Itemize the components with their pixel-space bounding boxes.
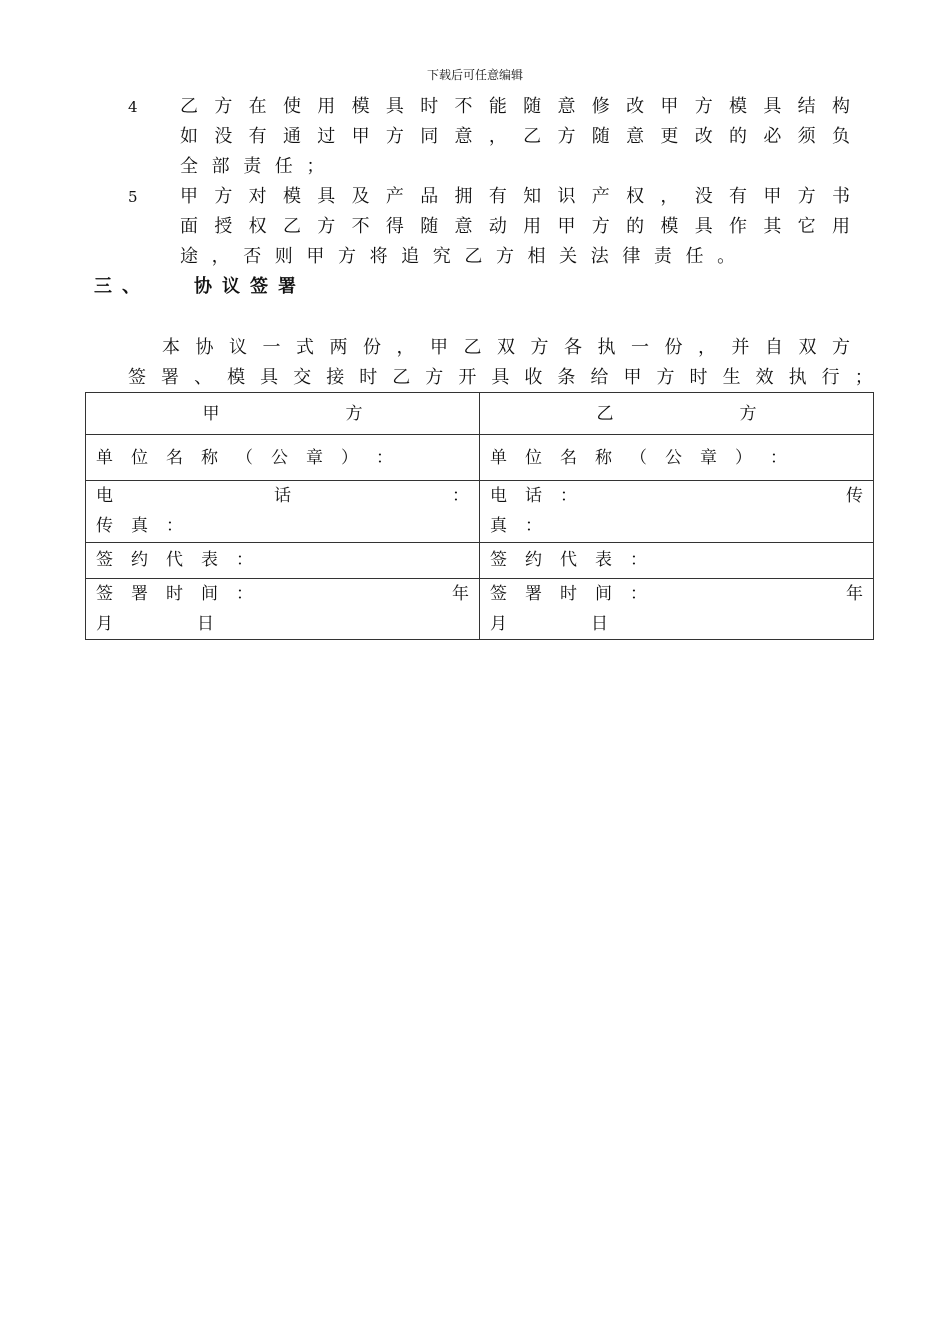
fax-char: 真	[490, 516, 507, 536]
cell-char: ：	[630, 550, 647, 570]
paragraph-char: 份	[363, 337, 381, 358]
cell-char: 位	[131, 448, 148, 468]
clause-char: 有	[488, 186, 507, 207]
paragraph-char: 给	[590, 367, 609, 388]
cell-char: 代	[560, 550, 577, 570]
clause-char: 通	[282, 126, 301, 147]
paragraph-char: 生	[722, 367, 741, 388]
party-b-sign-time	[480, 579, 874, 640]
paragraph-char: 甲	[623, 367, 642, 388]
cell-char: 单	[96, 448, 113, 468]
clause-char: 全	[180, 156, 198, 177]
paragraph-char: 方	[656, 367, 675, 388]
clause-char: 甲	[763, 186, 782, 207]
phone-char: 电	[96, 486, 113, 506]
cell-char: ：	[166, 516, 183, 536]
cell-char: （	[236, 448, 253, 468]
clause-char: 使	[282, 96, 301, 117]
paragraph-char: 一	[631, 337, 649, 358]
clause-char: 意	[454, 216, 473, 237]
sign-time-char: 时	[560, 584, 577, 604]
clause-char: 的	[729, 126, 747, 147]
clause-char: 改	[626, 96, 645, 117]
sign-time-char: 间	[595, 584, 612, 604]
clause-char: 法	[590, 246, 609, 267]
paragraph-char: 两	[329, 337, 348, 358]
party-b-representative	[480, 543, 874, 579]
paragraph-char: 具	[491, 367, 510, 388]
clause-char: 追	[401, 246, 420, 267]
clause-char: 方	[591, 216, 610, 237]
clause-char: 模	[660, 216, 679, 237]
sign-time-char: 署	[131, 584, 148, 604]
paragraph-char: 交	[293, 367, 312, 388]
clause-char: 甲	[660, 96, 679, 117]
clause-char: 产	[385, 186, 404, 207]
clause-char: 任	[685, 246, 704, 267]
cell-char: 公	[271, 448, 288, 468]
party-b-char: 方	[739, 404, 757, 424]
clause-char: 面	[180, 216, 198, 237]
month-label: 月	[490, 614, 507, 634]
clause-char: 关	[559, 246, 578, 267]
clause-char: 的	[626, 216, 645, 237]
cell-char: 称	[201, 448, 218, 468]
clause-char: 授	[214, 216, 233, 237]
clause-char: 方	[337, 246, 356, 267]
clause-char: 意	[454, 126, 473, 147]
phone-label	[490, 481, 595, 511]
paragraph-char: 乙	[392, 367, 411, 388]
clause-char: 改	[694, 126, 713, 147]
paragraph-char: 执	[597, 337, 616, 358]
paragraph-char: 自	[765, 337, 783, 358]
clause-char: ，	[660, 186, 679, 207]
clause-char: 得	[385, 216, 404, 237]
agreement-paragraph-line-1	[162, 333, 850, 363]
paragraph-char: 条	[557, 367, 576, 388]
month-label: 月	[96, 614, 113, 634]
clause-char: 责	[243, 156, 262, 177]
clause-char: 结	[797, 96, 816, 117]
clause-char: 部	[211, 156, 230, 177]
paragraph-char: 行	[821, 367, 840, 388]
clause-char: 方	[495, 246, 514, 267]
clause-char: 乙	[180, 96, 198, 117]
clause-char: 不	[351, 216, 370, 237]
paragraph-char: 执	[788, 367, 807, 388]
clause-char: ；	[306, 156, 325, 177]
cell-char: 真	[131, 516, 148, 536]
sign-time-char: 签	[96, 584, 113, 604]
clause-char: 模	[351, 96, 370, 117]
clause-char: 乙	[464, 246, 483, 267]
paragraph-char: 模	[227, 367, 246, 388]
year-label: 年	[452, 584, 469, 604]
clause-char: 修	[591, 96, 610, 117]
clause-char: 究	[432, 246, 451, 267]
cell-char: 位	[525, 448, 542, 468]
party-b-header	[480, 393, 874, 435]
clause-char: 甲	[180, 186, 198, 207]
phone-char: ：	[560, 486, 577, 506]
clause-char: 没	[214, 126, 233, 147]
party-b-char: 乙	[596, 404, 614, 424]
paragraph-char: ；	[854, 367, 873, 388]
cell-char: ：	[236, 550, 253, 570]
day-label: 日	[591, 614, 608, 634]
paragraph-char: 具	[260, 367, 279, 388]
clause-char: 品	[420, 186, 439, 207]
cell-char: 名	[560, 448, 577, 468]
party-b-unit-name	[480, 435, 874, 481]
sign-time-char: ：	[630, 584, 647, 604]
signature-table	[85, 392, 874, 640]
party-a-unit-name	[86, 435, 480, 481]
clause-char: 途	[180, 246, 198, 267]
clause-char: 能	[488, 96, 507, 117]
party-a-phone-fax	[86, 481, 480, 543]
clause-char: 动	[488, 216, 507, 237]
sign-time-char: 时	[166, 584, 183, 604]
clause-char: 及	[351, 186, 370, 207]
clause-char: 用	[831, 216, 850, 237]
clause-char: 具	[385, 96, 404, 117]
clause-char: 对	[248, 186, 267, 207]
clause-char: 任	[274, 156, 293, 177]
paragraph-char: 签	[128, 367, 146, 388]
clause-char: 不	[454, 96, 473, 117]
clause-char: 构	[831, 96, 850, 117]
clause-char: 甲	[306, 246, 325, 267]
party-a-char: 甲	[202, 404, 220, 424]
clause-char: 须	[797, 126, 816, 147]
clause-char: 没	[694, 186, 713, 207]
clause-char: 随	[420, 216, 439, 237]
clause-char: 方	[214, 96, 233, 117]
clause-char: 方	[797, 186, 816, 207]
cell-char: 名	[166, 448, 183, 468]
cell-char: 表	[595, 550, 612, 570]
paragraph-char: 协	[195, 337, 214, 358]
clause-char: 具	[763, 96, 782, 117]
paragraph-char: 接	[326, 367, 345, 388]
clause-char: 权	[248, 216, 267, 237]
clause-number: 4	[128, 98, 138, 116]
clause-line	[180, 92, 850, 122]
clause-char: 。	[717, 246, 736, 267]
cell-char: 表	[201, 550, 218, 570]
paragraph-char: 双	[798, 337, 817, 358]
clause-char: 甲	[351, 126, 370, 147]
fax-char: 传	[846, 486, 863, 506]
clause-char: ，	[488, 126, 507, 147]
clause-line	[180, 152, 850, 182]
clause-line	[180, 182, 850, 212]
paragraph-char: 甲	[430, 337, 448, 358]
cell-char: 签	[96, 550, 113, 570]
paragraph-char: 方	[832, 337, 850, 358]
party-b-phone-fax	[480, 481, 874, 543]
cell-char: 约	[525, 550, 542, 570]
clause-char: 方	[557, 126, 576, 147]
cell-char: 传	[96, 516, 113, 536]
clause-char: 则	[274, 246, 293, 267]
clause-char: 方	[385, 126, 404, 147]
clause-char: 用	[317, 96, 336, 117]
clause-char: 相	[527, 246, 546, 267]
paragraph-char: 各	[564, 337, 582, 358]
clause-char: 其	[763, 216, 782, 237]
clause-line	[180, 122, 850, 152]
clause-char: 产	[591, 186, 610, 207]
clause-char: 识	[557, 186, 576, 207]
paragraph-char: 一	[262, 337, 281, 358]
paragraph-char: 方	[425, 367, 444, 388]
clause-char: 具	[694, 216, 713, 237]
clause-char: 否	[243, 246, 262, 267]
fax-char: ：	[525, 516, 542, 536]
cell-char: 签	[490, 550, 507, 570]
cell-char: ）	[735, 448, 752, 468]
clause-char: 拥	[454, 186, 473, 207]
day-label: 日	[197, 614, 214, 634]
clause-line	[180, 242, 850, 272]
cell-char: 代	[166, 550, 183, 570]
clause-char: 模	[282, 186, 301, 207]
party-a-char: 方	[345, 404, 363, 424]
sign-time-char: 署	[525, 584, 542, 604]
clause-char: 如	[180, 126, 198, 147]
paragraph-char: 乙	[463, 337, 482, 358]
clause-char: 更	[660, 126, 679, 147]
clause-char: 有	[248, 126, 267, 147]
paragraph-char: 、	[194, 367, 213, 388]
clause-char: 意	[626, 126, 645, 147]
phone-char: ：	[452, 486, 469, 506]
clause-char: 乙	[523, 126, 542, 147]
clause-char: 过	[317, 126, 336, 147]
paragraph-char: 本	[162, 337, 180, 358]
paragraph-char: ，	[698, 337, 716, 358]
paragraph-char: 效	[755, 367, 774, 388]
cell-char: 公	[665, 448, 682, 468]
paragraph-char: 时	[689, 367, 708, 388]
clause-char: 将	[369, 246, 388, 267]
clause-char: 乙	[282, 216, 301, 237]
clause-number: 5	[128, 188, 138, 206]
section-heading	[94, 272, 306, 298]
cell-char: 约	[131, 550, 148, 570]
clause-char: 书	[831, 186, 850, 207]
clause-char: 随	[523, 96, 542, 117]
cell-char: 称	[595, 448, 612, 468]
phone-char: 话	[274, 486, 291, 506]
year-label: 年	[846, 584, 863, 604]
clause-char: 时	[420, 96, 439, 117]
cell-char: 章	[306, 448, 323, 468]
paragraph-char: 收	[524, 367, 543, 388]
paragraph-char: 式	[296, 337, 314, 358]
page-header: 下载后可任意编辑	[426, 68, 523, 82]
clause-char: ，	[211, 246, 230, 267]
section-title: 协议签署	[194, 276, 306, 297]
section-number: 三、	[94, 276, 150, 297]
agreement-paragraph-line-2	[128, 363, 873, 393]
paragraph-char: ，	[396, 337, 415, 358]
clause-char: 随	[591, 126, 610, 147]
sign-time-char: ：	[236, 584, 253, 604]
paragraph-char: 方	[530, 337, 549, 358]
clause-char: 方	[694, 96, 713, 117]
paragraph-char: 份	[664, 337, 683, 358]
clause-char: 方	[317, 216, 336, 237]
sign-time-label	[96, 579, 271, 609]
clause-char: 用	[523, 216, 542, 237]
sign-time-char: 签	[490, 584, 507, 604]
clause-char: 有	[729, 186, 747, 207]
paragraph-char: 双	[497, 337, 515, 358]
party-a-header	[86, 393, 480, 435]
clause-line	[180, 212, 850, 242]
clause-char: 具	[317, 186, 336, 207]
clause-char: 方	[214, 186, 233, 207]
sign-time-char: 间	[201, 584, 218, 604]
clause-char: 权	[626, 186, 645, 207]
clause-char: 甲	[557, 216, 576, 237]
sign-time-label	[490, 579, 665, 609]
cell-char: 单	[490, 448, 507, 468]
cell-char: ：	[376, 448, 393, 468]
phone-char: 话	[525, 486, 542, 506]
clause-char: 同	[420, 126, 439, 147]
paragraph-char: 并	[731, 337, 750, 358]
clause-char: 负	[831, 126, 850, 147]
paragraph-char: 议	[229, 337, 247, 358]
clause-char: 它	[797, 216, 816, 237]
party-a-representative	[86, 543, 480, 579]
paragraph-char: 时	[359, 367, 378, 388]
clause-char: 在	[248, 96, 267, 117]
cell-char: ：	[770, 448, 787, 468]
paragraph-char: 开	[458, 367, 477, 388]
clause-char: 律	[622, 246, 641, 267]
clause-char: 责	[653, 246, 672, 267]
clause-char: 意	[557, 96, 576, 117]
clause-char: 作	[729, 216, 747, 237]
clause-char: 必	[763, 126, 782, 147]
paragraph-char: 署	[161, 367, 180, 388]
clause-char: 知	[523, 186, 542, 207]
cell-char: （	[630, 448, 647, 468]
party-a-sign-time	[86, 579, 480, 640]
cell-char: 章	[700, 448, 717, 468]
cell-char: ）	[341, 448, 358, 468]
phone-char: 电	[490, 486, 507, 506]
clause-char: 模	[729, 96, 747, 117]
